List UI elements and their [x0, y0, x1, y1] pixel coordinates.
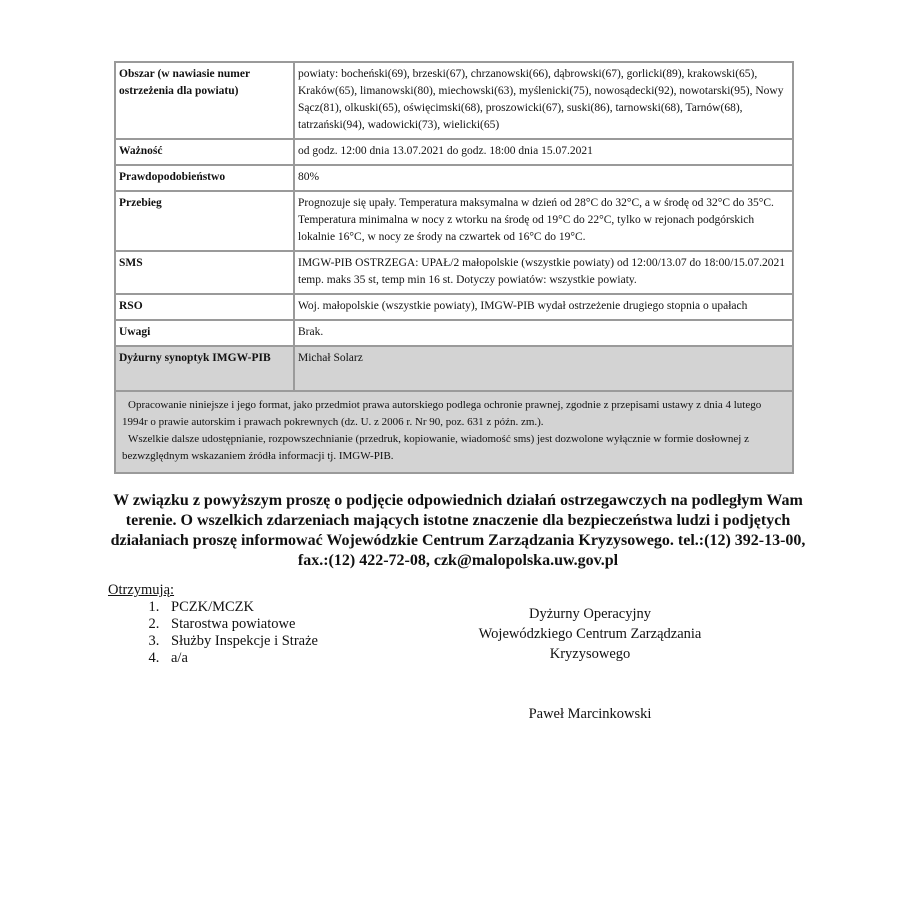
row-value-validity: od godz. 12:00 dnia 13.07.2021 do godz. 18:00 dnia 15.07.2021 [294, 139, 793, 165]
recipients-list [108, 599, 408, 667]
row-value-remarks: Brak. [294, 320, 793, 346]
row-value-sms: IMGW-PIB OSTRZEGA: UPAŁ/2 małopolskie (wszystkie powiaty) od 12:00/13.07 do 18:00/15.07.2021 temp. maks 35 st, temp min 16 st. Dotyczy powiatów: wszystkie powiaty. [294, 251, 793, 294]
recipients-title: Otrzymują: [108, 582, 175, 598]
signature-title-line: Wojewódzkiego Centrum Zarządzania [478, 626, 702, 642]
list-item: 4. a/a [163, 650, 408, 667]
copyright-note [115, 391, 793, 473]
table-row [115, 165, 793, 191]
request-paragraph: W związku z powyższym proszę o podjęcie odpowiednich działań ostrzegawczych na podległym Wam terenie. O wszelkich zdarzeniach mających istotne znaczenie dla bezpieczeństwa ludzi i podjętych działaniach proszę informować Wojewódzkie Centrum Zarządzania Kryzysowego. tel.:(12) 392-13-00, fax.:(12) 422-72-08, czk@malopolska.uw.gov.pl [110, 492, 806, 569]
row-value-forecaster: Michał Solarz [294, 346, 793, 391]
row-label-sms: SMS [115, 251, 294, 294]
table-row [115, 139, 793, 165]
copyright-note-row [115, 391, 793, 473]
list-item: 3. Służby Inspekcje i Straże [163, 633, 408, 650]
row-label-course: Przebieg [115, 191, 294, 251]
table-row [115, 320, 793, 346]
signature-title-line: Dyżurny Operacyjny [529, 606, 651, 622]
copyright-note-line: Opracowanie niniejsze i jego format, jako przedmiot prawa autorskiego podlega ochronie prawnej, zgodnie z przepisami ustawy z dnia 4 lutego 1994r o prawie autorskim i prawach pokrewnych (dz. U. z 2006 r. Nr 90, poz. 631 z późn. zm.). [122, 399, 762, 428]
signature-title-line: Kryzysowego [549, 646, 631, 662]
row-label-remarks: Uwagi [115, 320, 294, 346]
signature-block [440, 604, 740, 664]
row-label-probability: Prawdopodobieństwo [115, 165, 294, 191]
row-value-course: Prognozuje się upały. Temperatura maksymalna w dzień od 28°C do 32°C, a w środę od 32°C do 35°C. Temperatura minimalna w nocy z wtorku na środę od 19°C do 22°C, tylko w rejonach podgórskich lokalnie 16°C, w nocy ze środy na czwartek od 16°C do 19°C. [294, 191, 793, 251]
table-row [115, 62, 793, 139]
table-row [115, 251, 793, 294]
warning-table [114, 61, 794, 474]
copyright-note-line: Wszelkie dalsze udostępnianie, rozpowszechnianie (przedruk, kopiowanie, wiadomość sms) jest dozwolone wyłącznie w formie dosłownej z bezwzględnym wskazaniem źródła informacji tj. IMGW-PIB. [122, 433, 749, 462]
table-row [115, 346, 793, 391]
table-row [115, 294, 793, 320]
row-value-area: powiaty: bocheński(69), brzeski(67), chrzanowski(66), dąbrowski(67), gorlicki(89), krakowski(65), Kraków(65), limanowski(80), miechowski(63), myślenicki(75), nowosądecki(92), nowotarski(95), Nowy Sącz(81), olkuski(65), oświęcimski(68), proszowicki(67), suski(86), tarnowski(68), Tarnów(68), tatrzański(94), wadowicki(73), wielicki(65) [294, 62, 793, 139]
row-label-validity: Ważność [115, 139, 294, 165]
row-label-rso: RSO [115, 294, 294, 320]
row-label-forecaster: Dyżurny synoptyk IMGW-PIB [115, 346, 294, 391]
list-item: 1. PCZK/MCZK [163, 599, 408, 616]
table-row [115, 191, 793, 251]
row-label-area: Obszar (w nawiasie numer ostrzeżenia dla powiatu) [115, 62, 294, 139]
list-item: 2. Starostwa powiatowe [163, 616, 408, 633]
row-value-probability: 80% [294, 165, 793, 191]
recipients-block [108, 582, 408, 667]
row-value-rso: Woj. małopolskie (wszystkie powiaty), IMGW-PIB wydał ostrzeżenie drugiego stopnia o upałach [294, 294, 793, 320]
signer-name: Paweł Marcinkowski [528, 706, 652, 722]
